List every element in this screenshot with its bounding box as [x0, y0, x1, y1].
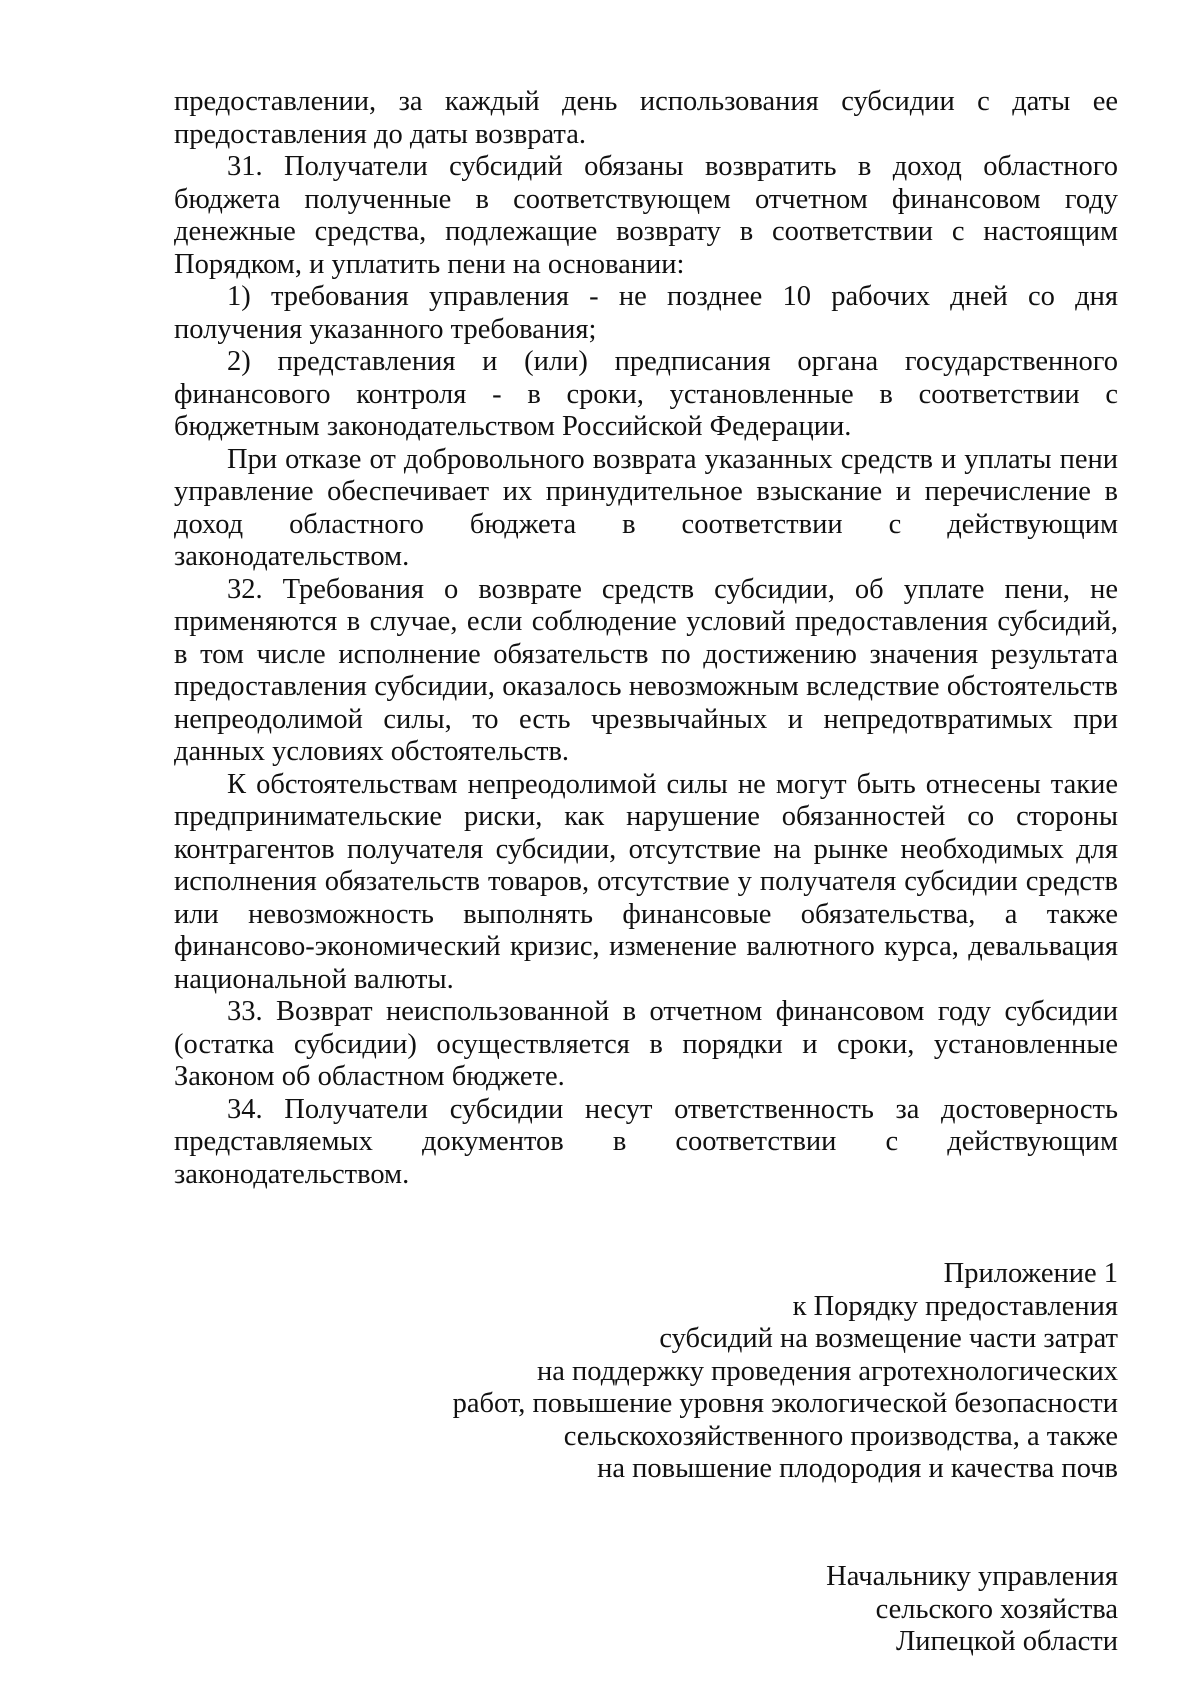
paragraph-refusal: При отказе от добровольного возврата указанных средств и уплаты пени управление обеспечивает их принудительное взыскание и перечисление в доход областного бюджета в соответствии с действующим законодательством.: [174, 443, 1118, 572]
appendix-line: на повышение плодородия и качества почв: [597, 1453, 1118, 1484]
document-body: [174, 86, 1118, 1191]
paragraph-31-item-1: 1) требования управления - не позднее 10 рабочих дней со дня получения указанного требования;: [174, 281, 1118, 345]
paragraph-33: 33. Возврат неиспользованной в отчетном финансовом году субсидии (остатка субсидии) осуществляется в порядки и сроки, установленные Законом об областном бюджете.: [174, 996, 1118, 1092]
appendix-title: Приложение 1: [943, 1258, 1118, 1289]
appendix-line: на поддержку проведения агротехнологических: [537, 1355, 1118, 1387]
paragraph-32: 32. Требования о возврате средств субсидии, об уплате пени, не применяются в случае, если соблюдение условий предоставления субсидий, в том числе исполнение обязательств по достижению значения результата предоставления субсидии, оказалось невозможным вследствие обстоятельств непреодолимой силы, то есть чрезвычайных и непредотвратимых при данных условиях обстоятельств.: [174, 573, 1118, 767]
addressee-line: Начальнику управления: [826, 1561, 1118, 1592]
appendix-line: к Порядку предоставления: [792, 1290, 1118, 1322]
paragraph-34: 34. Получатели субсидии несут ответственность за достоверность представляемых документов в соответствии с действующим законодательством.: [174, 1093, 1118, 1190]
appendix-line: работ, повышение уровня экологической безопасности: [452, 1388, 1118, 1419]
paragraph-31-item-2: 2) представления и (или) предписания органа государственного финансового контроля - в сроки, установленные в соответствии с бюджетным законодательством Российской Федерации.: [174, 346, 1118, 442]
addressee-block: [618, 1561, 1118, 1659]
appendix-header: [358, 1258, 1118, 1486]
paragraph-force-majeure: К обстоятельствам непреодолимой силы не могут быть отнесены такие предпринимательские риски, как нарушение обязанностей со стороны контрагентов получателя субсидии, отсутствие на рынке необходимых для исполнения обязательств товаров, отсутствие у получателя субсидии средств или невозможность выполнять финансовые обязательства, а также финансово-экономический кризис, изменение валютного курса, девальвация национальной валюты.: [174, 768, 1118, 995]
appendix-line: субсидий на возмещение части затрат: [659, 1323, 1118, 1354]
addressee-line: сельского хозяйства: [875, 1593, 1118, 1625]
paragraph-continuation: предоставлении, за каждый день использования субсидии с даты ее предоставления до даты возврата.: [174, 86, 1118, 150]
addressee-line: Липецкой области: [895, 1626, 1118, 1657]
paragraph-31: 31. Получатели субсидий обязаны возвратить в доход областного бюджета полученные в соответствующем отчетном финансовом году денежные средства, подлежащие возврату в соответствии с настоящим Порядком, и уплатить пени на основании:: [174, 151, 1118, 280]
appendix-line: сельскохозяйственного производства, а также: [563, 1420, 1118, 1452]
